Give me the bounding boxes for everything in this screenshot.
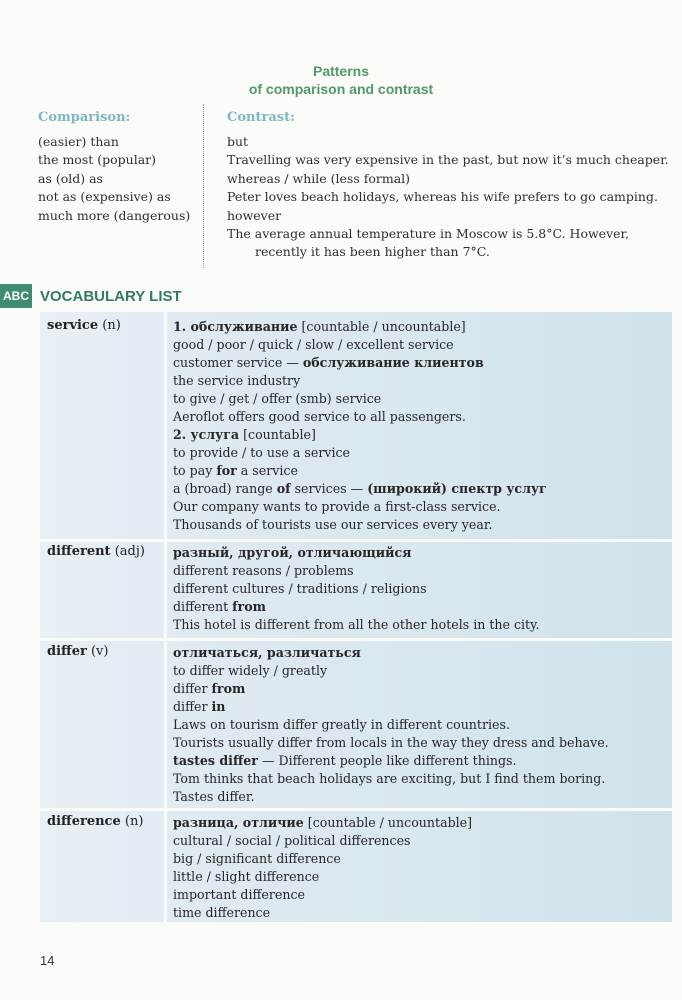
comparison-item: as (old) as — [38, 170, 103, 186]
entry-line: to differ widely / greatly — [173, 663, 328, 678]
contrast-line: however — [227, 207, 282, 223]
sense-label: 1. обслуживание — [173, 319, 298, 334]
term-service — [47, 318, 121, 333]
entry-line: to give / get / offer (smb) service — [173, 391, 382, 406]
contrast-heading: Contrast: — [227, 110, 295, 125]
preposition: of — [276, 481, 291, 496]
phrase-part: a (broad) range — [173, 481, 277, 496]
section-title — [0, 62, 682, 98]
contrast-line: whereas / while (less formal) — [227, 170, 411, 186]
entry-line — [173, 752, 609, 770]
translation: (широкий) спектр услуг — [367, 481, 547, 496]
term-pos: (adj) — [114, 544, 145, 559]
entry-line: Our company wants to provide a first-class service. — [173, 499, 501, 514]
phrase-part: different — [173, 599, 233, 614]
title-line-1: Patterns — [312, 63, 370, 79]
term-pos: (n) — [102, 318, 121, 333]
entry-line — [173, 318, 547, 336]
preposition: in — [211, 699, 226, 714]
term-word: differ — [47, 644, 87, 659]
entry-line: Aeroflot offers good service to all passengers. — [173, 409, 466, 424]
idiom: tastes differ — [173, 753, 258, 768]
table-column-separator — [164, 312, 167, 922]
sense-grammar: [countable] — [239, 427, 316, 442]
comparison-item: much more (dangerous) — [38, 207, 191, 223]
phrase-part: to pay — [173, 463, 217, 478]
entry-difference — [173, 814, 472, 922]
preposition: for — [216, 463, 237, 478]
entry-line: different reasons / problems — [173, 563, 354, 578]
idiom-meaning: — Different people like different things. — [257, 753, 517, 768]
column-divider — [203, 104, 204, 268]
term-difference — [47, 814, 143, 829]
contrast-line: but — [227, 134, 249, 149]
sense-grammar: [countable / uncountable] — [297, 319, 466, 334]
comparison-item: not as (expensive) as — [38, 189, 171, 205]
vocabulary-list-title: VOCABULARY LIST — [40, 288, 182, 305]
entry-line — [173, 354, 547, 372]
sense-grammar: [countable / uncountable] — [303, 815, 473, 830]
term-word: service — [47, 318, 99, 333]
entry-different — [173, 544, 540, 634]
entry-line: important difference — [173, 887, 305, 902]
entry-line: Laws on tourism differ greatly in different countries. — [173, 717, 510, 732]
entry-line: Tourists usually differ from locals in the way they dress and behave. — [173, 735, 609, 750]
entry-line — [173, 426, 547, 444]
entry-line: to provide / to use a service — [173, 445, 350, 460]
entry-line — [173, 480, 547, 498]
contrast-list — [227, 133, 669, 262]
phrase-part: a service — [236, 463, 298, 478]
entry-line: cultural / social / political differences — [173, 833, 411, 848]
entry-line: Thousands of tourists use our services every year. — [173, 517, 493, 532]
entry-line: This hotel is different from all the other hotels in the city. — [173, 617, 540, 632]
term-pos: (n) — [124, 814, 144, 829]
entry-line — [173, 462, 547, 480]
entry-line — [173, 680, 609, 698]
comparison-heading: Comparison: — [38, 110, 131, 125]
entry-service — [173, 318, 547, 534]
translation: обслуживание клиентов — [302, 355, 484, 370]
contrast-line: The average annual temperature in Moscow is 5.8°C. However, — [227, 226, 630, 242]
phrase-part: differ — [173, 681, 212, 696]
entry-line: the service industry — [173, 373, 301, 388]
sense-label: 2. услуга — [173, 427, 240, 442]
term-differ — [47, 644, 108, 659]
term-different — [47, 544, 145, 559]
entry-differ — [173, 644, 609, 806]
entry-line: Tastes differ. — [173, 789, 255, 804]
term-word: different — [47, 544, 111, 559]
entry-line — [173, 598, 540, 616]
phrase: customer service — — [173, 355, 303, 370]
term-word: difference — [47, 814, 121, 829]
entry-line — [173, 814, 472, 832]
entry-line: different cultures / traditions / religions — [173, 581, 427, 596]
contrast-line: Peter loves beach holidays, whereas his wife prefers to go camping. — [227, 189, 658, 205]
comparison-item: (easier) than — [38, 134, 119, 149]
translation: разный, другой, отличающийся — [173, 545, 412, 560]
entry-line — [173, 698, 609, 716]
row-separator — [40, 638, 672, 641]
entry-line: little / slight difference — [173, 869, 320, 884]
preposition: from — [211, 681, 246, 696]
entry-line: good / poor / quick / slow / excellent service — [173, 337, 454, 352]
translation: отличаться, различаться — [173, 645, 361, 660]
row-separator — [40, 808, 672, 811]
phrase-part: services — — [290, 481, 368, 496]
contrast-line: recently it has been higher than 7°C. — [255, 244, 490, 260]
entry-line: Tom thinks that beach holidays are exciting, but I find them boring. — [173, 771, 606, 786]
title-line-2: of comparison and contrast — [248, 81, 434, 97]
preposition: from — [232, 599, 266, 614]
row-separator — [40, 539, 672, 542]
abc-badge: ABC — [0, 284, 32, 308]
comparison-list — [38, 133, 190, 225]
page-number: 14 — [40, 953, 55, 968]
translation: разница, отличие — [173, 815, 304, 830]
entry-line: time difference — [173, 905, 271, 920]
term-pos: (v) — [90, 644, 109, 659]
entry-line: big / significant difference — [173, 851, 341, 866]
phrase-part: differ — [173, 699, 212, 714]
contrast-line: Travelling was very expensive in the past, but now it’s much cheaper. — [227, 152, 669, 168]
comparison-item: the most (popular) — [38, 152, 156, 168]
